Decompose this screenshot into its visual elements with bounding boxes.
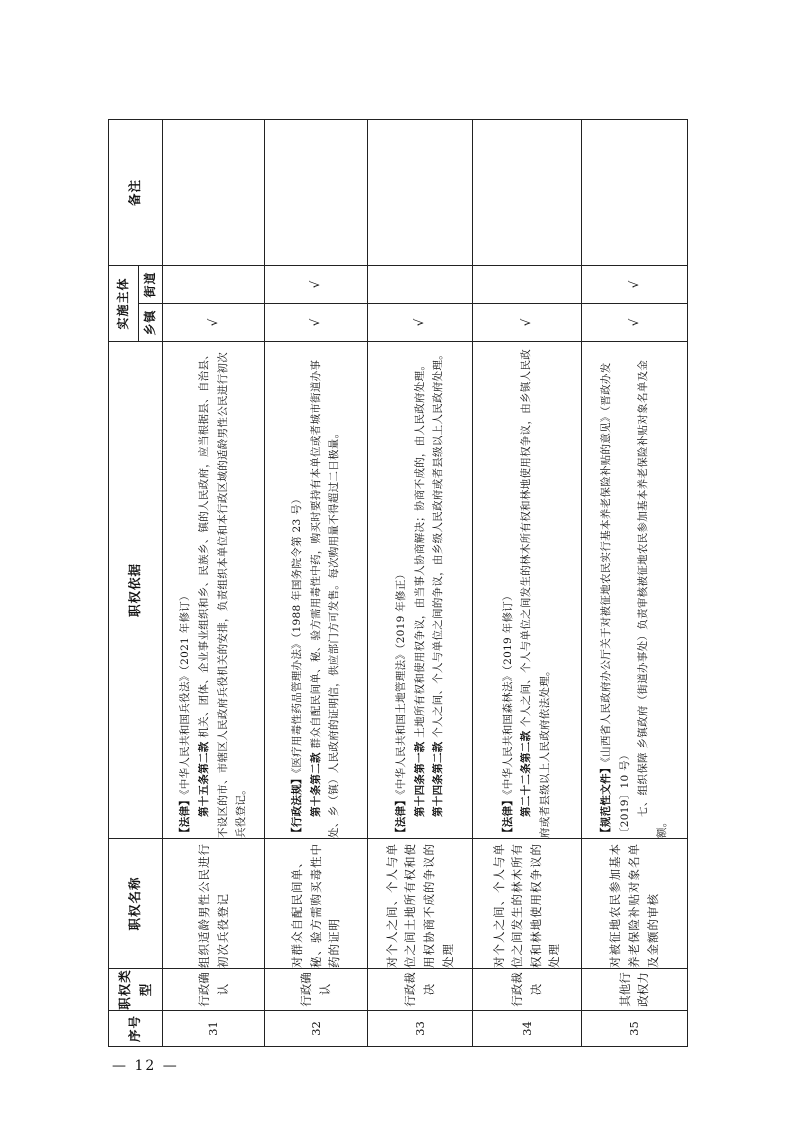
row-index: 32 <box>265 1011 367 1047</box>
basis-clause-text: 群众自配民间单、秘、验方需用毒性中药，购买时要持有本单位或者城市街道办事处、乡（镇）人民政府的证明信，供应部门方可发售。每次购用量不得超过二日极量。 <box>309 359 341 838</box>
rotated-table-container <box>108 120 688 1047</box>
page-number: — 12 — <box>112 1058 179 1074</box>
row-subdistrict-mark: √ <box>265 265 367 303</box>
row-index: 33 <box>367 1011 472 1047</box>
row-name: 组织适龄男性公民进行初次兵役登记 <box>163 839 265 969</box>
basis-clause-text: 机关、团体、企业事业组织和乡、民族乡、镇的人民政府，应当根据县、自治县、不设区的市、市辖区人民政府兵役机关的安排，负责组织本单位和本行政区域的适龄男性公民进行初次兵役登记。 <box>197 348 248 838</box>
row-name: 对个人之间、个人与单位之间发生的林木所有权和林地使用权争议的处理 <box>473 839 581 969</box>
row-basis <box>367 342 472 839</box>
basis-clause-text: 个人之间、个人与单位之间的争议，由乡级人民政府或者县级以上人民政府处理。 <box>432 348 445 742</box>
row-subdistrict-mark <box>473 265 581 303</box>
basis-clause-article: 第二十二条第二款 <box>520 730 533 817</box>
row-index: 31 <box>163 1011 265 1047</box>
table-row <box>581 119 687 1046</box>
row-remarks <box>163 119 265 265</box>
basis-law-title: 《医疗用毒性药品管理办法》（1988 年国务院令第 23 号） <box>291 493 303 774</box>
basis-law <box>597 342 634 838</box>
basis-law-tag: 【法律】 <box>394 794 407 838</box>
table-row <box>473 119 581 1046</box>
row-township-mark: √ <box>163 304 265 342</box>
basis-clause-article: 第十条第二款 <box>309 752 322 817</box>
table-row <box>367 119 472 1046</box>
row-subdistrict-mark <box>163 265 265 303</box>
row-basis <box>163 342 265 839</box>
basis-law-title: 《山西省人民政府办公厅关于对被征地农民实行基本养老保险补贴的意见》（晋政办发〔2019〕10 号） <box>599 362 631 838</box>
row-type: 行政确认 <box>265 969 367 1011</box>
basis-law-title: 《中华人民共和国森林法》（2019 年修订） <box>501 590 514 795</box>
basis-law-tag: 【法律】 <box>179 794 192 838</box>
row-township-mark: √ <box>473 304 581 342</box>
row-name: 对被征地农民参加基本养老保险补贴对象名单及金额的审核 <box>581 839 687 969</box>
header-subdistrict: 街道 <box>139 265 163 303</box>
row-township-mark: √ <box>265 304 367 342</box>
header-township: 乡镇 <box>139 304 163 342</box>
row-name: 对个人之间、个人与单位之间土地所有权和使用权协商不成的争议的处理 <box>367 839 472 969</box>
basis-law-tag: 【行政法规】 <box>291 773 303 838</box>
basis-clause-article: 第十五条第二款 <box>197 741 210 817</box>
row-remarks <box>367 119 472 265</box>
row-index: 34 <box>473 1011 581 1047</box>
table-row <box>163 119 265 1046</box>
basis-law-title: 《中华人民共和国兵役法》（2021 年修订） <box>179 590 192 795</box>
row-subdistrict-mark: √ <box>581 265 687 303</box>
row-basis <box>581 342 687 839</box>
row-index: 35 <box>581 1011 687 1047</box>
basis-clause-article: 第十四条第一款 <box>413 741 426 817</box>
basis-law <box>499 342 518 838</box>
basis-law-tag: 【规范性文件】 <box>599 762 612 838</box>
basis-law-title: 《中华人民共和国土地管理法》（2019 年修正） <box>394 568 407 795</box>
row-township-mark: √ <box>367 304 472 342</box>
basis-clause-text: 七、组织保障 乡镇政府（街道办事处）负责审核被征地农民参加基本养老保险补贴对象名单及金额。 <box>637 359 668 838</box>
row-name: 对群众自配民间单、秘、验方需购买毒性中药的证明 <box>265 839 367 969</box>
row-remarks <box>265 119 367 265</box>
basis-clause-article: 第十四条第二款 <box>432 741 445 817</box>
row-type: 行政确认 <box>163 969 265 1011</box>
table-row <box>265 119 367 1046</box>
row-type: 行政裁决 <box>473 969 581 1011</box>
basis-clause <box>411 342 430 838</box>
row-subdistrict-mark <box>367 265 472 303</box>
header-basis: 职权依据 <box>109 342 163 839</box>
authority-table <box>108 119 688 1047</box>
row-township-mark: √ <box>581 304 687 342</box>
header-remarks: 备注 <box>109 119 163 265</box>
basis-clause-text: 个人之间、个人与单位之间发生的林木所有权和林地使用权争议，由乡镇人民政府或者县级以上人民政府依法处理。 <box>520 348 552 838</box>
row-basis <box>473 342 581 839</box>
basis-clause <box>429 342 448 838</box>
basis-law <box>176 342 195 838</box>
row-basis <box>265 342 367 839</box>
basis-law <box>288 342 307 838</box>
header-index: 序号 <box>109 1011 163 1047</box>
header-type: 职权类型 <box>109 969 163 1011</box>
basis-clause <box>307 342 344 838</box>
basis-law <box>392 342 411 838</box>
basis-clause <box>634 342 671 838</box>
header-name: 职权名称 <box>109 839 163 969</box>
row-type: 其他行政权力 <box>581 969 687 1011</box>
basis-law-tag: 【法律】 <box>501 794 514 838</box>
basis-clause-text: 土地所有权和使用权争议，由当事人协商解决；协商不成的，由人民政府处理。 <box>413 359 426 742</box>
header-subject: 实施主体 <box>109 265 139 341</box>
row-type: 行政裁决 <box>367 969 472 1011</box>
row-remarks <box>581 119 687 265</box>
table-body <box>163 119 688 1046</box>
row-remarks <box>473 119 581 265</box>
basis-clause <box>195 342 251 838</box>
basis-clause <box>517 342 554 838</box>
